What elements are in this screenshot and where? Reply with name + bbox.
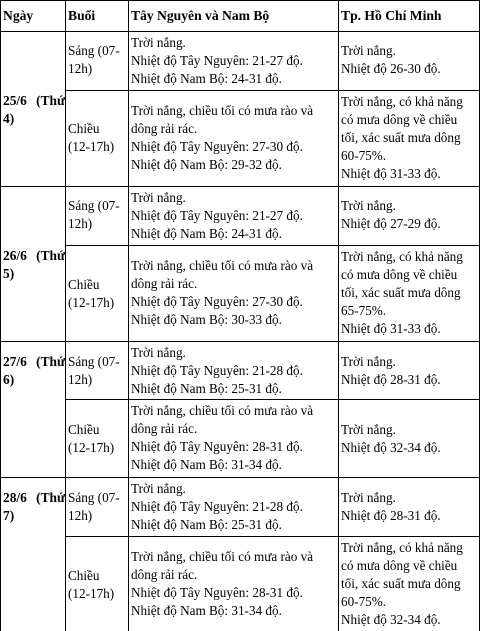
grid-line [0,0,480,1]
session-cell [68,276,122,312]
text-line: có mưa dông về chiều [341,267,458,282]
date-text-line2: 5) [3,266,15,281]
text-line: Trời nắng, có khả năng [341,249,463,264]
text-line: tối, xác suất mưa dông [341,285,461,300]
header-day: Ngày [3,8,34,23]
region-cell [131,344,337,398]
text-line: Trời nắng, có khả năng [341,540,463,555]
session-label: Chiều (12-17h) [68,568,115,601]
text-line: Nhiệt độ 32-34 độ. [341,440,441,455]
header-session: Buổi [68,8,96,23]
region-cell [131,257,337,329]
date-cell [3,92,65,128]
date-text-line2: 6) [3,372,15,387]
grid-line [65,399,480,400]
text-line: dông rải rác. [131,421,198,436]
grid-line [65,245,480,246]
session-cell [68,421,122,457]
text-line: Trời nắng. [341,43,396,58]
text-line: dông rải rác. [131,276,198,291]
text-line: Nhiệt độ Nam Bộ: 31-34 độ. [131,457,282,472]
date-cell [3,247,65,283]
text-line: Nhiệt độ Nam Bộ: 24-31 độ. [131,71,282,86]
region-cell [131,189,337,243]
grid-line [65,90,480,91]
session-cell [68,489,122,525]
text-line: Nhiệt độ Tây Nguyên: 21-27 độ. [131,53,303,68]
session-label: Sáng (07-12h) [68,198,120,231]
date-cell [3,489,65,525]
text-line: 60-75%. [341,594,387,609]
text-line: Nhiệt độ 31-33 độ. [341,321,441,336]
text-line: Trời nắng. [341,422,396,437]
text-line: có mưa dông về chiều [341,558,458,573]
text-line: Trời nắng. [341,490,396,505]
text-line: Nhiệt độ Nam Bộ: 25-31 độ. [131,517,282,532]
city-cell [341,489,479,525]
text-line: Nhiệt độ Tây Nguyên: 28-31 độ. [131,439,303,454]
grid-line [0,341,480,342]
text-line: Trời nắng. [131,481,186,496]
date-text-line1: 26/6 (Thứ [3,248,65,263]
header-region: Tây Nguyên và Nam Bộ [131,8,270,23]
text-line: Nhiệt độ Nam Bộ: 29-32 độ. [131,157,282,172]
text-line: Trời nắng, chiều tối có mưa rào và [131,103,314,118]
session-label: Sáng (07-12h) [68,354,120,387]
city-cell [341,539,479,629]
date-text-line2: 4) [3,111,15,126]
grid-line [0,0,1,631]
date-cell [3,353,65,389]
text-line: Nhiệt độ 28-31 độ. [341,372,441,387]
text-line: Trời nắng. [131,345,186,360]
grid-line [0,186,480,187]
region-cell [131,480,337,534]
text-line: Nhiệt độ Nam Bộ: 25-31 độ. [131,381,282,396]
city-cell [341,248,479,338]
city-cell [341,421,479,457]
session-label: Sáng (07-12h) [68,490,120,523]
text-line: tối, xác suất mưa dông [341,576,461,591]
text-line: có mưa dông về chiều [341,112,458,127]
session-cell [68,197,122,233]
session-cell [68,42,122,78]
region-cell [131,548,337,620]
text-line: Trời nắng. [131,190,186,205]
text-line: Trời nắng, chiều tối có mưa rào và [131,258,314,273]
text-line: dông rải rác. [131,121,198,136]
region-cell [131,102,337,174]
city-cell [341,353,479,389]
date-text-line1: 28/6 (Thứ [3,490,65,505]
text-line: Trời nắng. [341,198,396,213]
region-cell [131,34,337,88]
grid-line [65,536,480,537]
text-line: Nhiệt độ Tây Nguyên: 27-30 độ. [131,139,303,154]
text-line: Nhiệt độ Tây Nguyên: 21-27 độ. [131,208,303,223]
text-line: Nhiệt độ 28-31 độ. [341,508,441,523]
text-line: Nhiệt độ 31-33 độ. [341,166,441,181]
city-cell [341,93,479,183]
session-cell [68,353,122,389]
text-line: 65-75%. [341,303,387,318]
text-line: Nhiệt độ Nam Bộ: 31-34 độ. [131,603,282,618]
session-label: Sáng (07-12h) [68,43,120,76]
text-line: Trời nắng. [341,354,396,369]
city-cell [341,197,479,233]
text-line: Nhiệt độ Tây Nguyên: 21-28 độ. [131,363,303,378]
header-city: Tp. Hồ Chí Minh [341,8,442,23]
text-line: Nhiệt độ Tây Nguyên: 21-28 độ. [131,499,303,514]
session-label: Chiều (12-17h) [68,277,115,310]
city-cell [341,42,479,78]
text-line: 60-75%. [341,148,387,163]
grid-line [0,31,480,32]
region-cell [131,402,337,474]
text-line: tối, xác suất mưa dông [341,130,461,145]
grid-line [0,477,480,478]
session-cell [68,567,122,603]
date-text-line1: 27/6 (Thứ [3,354,65,369]
text-line: Nhiệt độ 32-34 độ. [341,612,441,627]
text-line: Nhiệt độ 27-29 độ. [341,216,441,231]
session-label: Chiều (12-17h) [68,121,115,154]
session-label: Chiều (12-17h) [68,422,115,455]
date-text-line1: 25/6 (Thứ [3,93,65,108]
text-line: Nhiệt độ Tây Nguyên: 27-30 độ. [131,294,303,309]
text-line: Trời nắng, chiều tối có mưa rào và [131,403,314,418]
text-line: Nhiệt độ Nam Bộ: 30-33 độ. [131,312,282,327]
text-line: Nhiệt độ Nam Bộ: 24-31 độ. [131,226,282,241]
text-line: Trời nắng, có khả năng [341,94,463,109]
text-line: Trời nắng. [131,35,186,50]
text-line: Nhiệt độ 26-30 độ. [341,61,441,76]
text-line: Nhiệt độ Tây Nguyên: 28-31 độ. [131,585,303,600]
text-line: Trời nắng, chiều tối có mưa rào và [131,549,314,564]
session-cell [68,120,122,156]
date-text-line2: 7) [3,508,15,523]
text-line: dông rải rác. [131,567,198,582]
